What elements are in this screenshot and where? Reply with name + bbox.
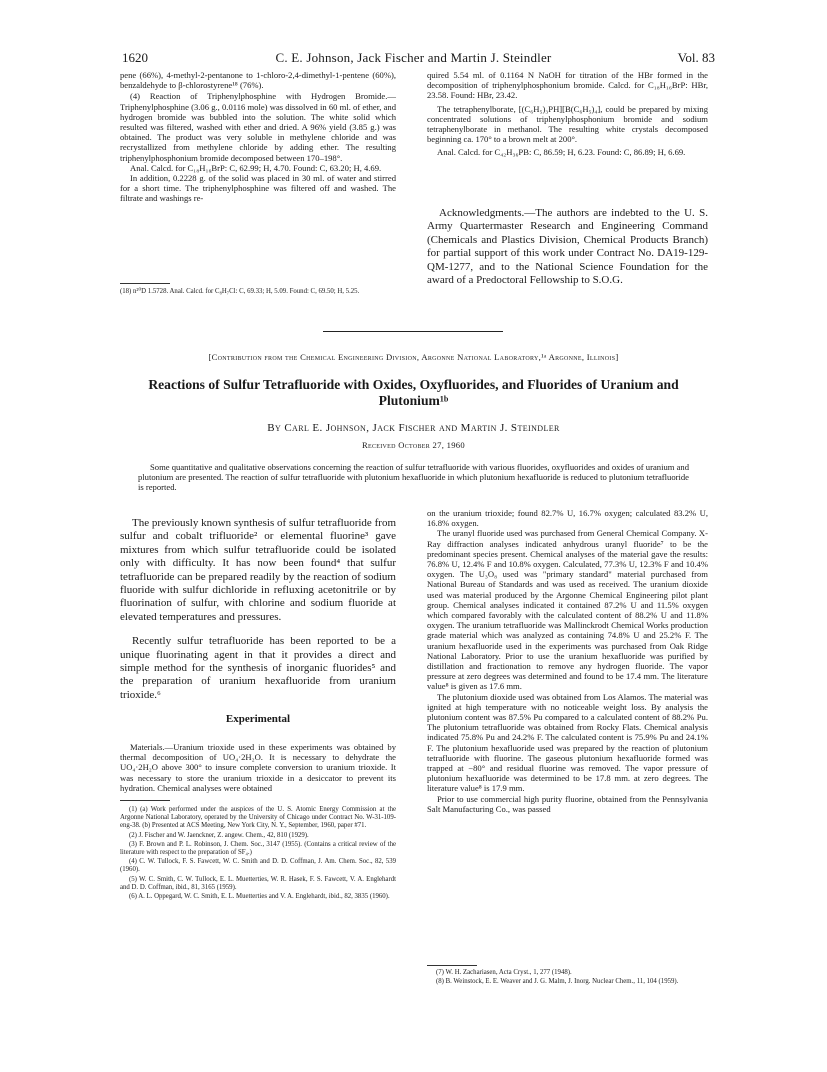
running-title: C. E. Johnson, Jack Fischer and Martin J. Steindler [275, 50, 552, 65]
footnote: (8) B. Weinstock, E. E. Weaver and J. G. Malm, J. Inorg. Nuclear Chem., 11, 104 (1959). [436, 978, 679, 986]
body-paragraph: The uranyl fluoride used was purchased from General Chemical Company. X-Ray diffraction analyses indicated anhydrous uranyl fluoride⁷ to be the predominant species present. Chemical analyses of the material gave the results: 76.8% U, 12.4% F and 10.8% oxygen. Calculated, 77.3% U, 12.3% F and 10.4% oxygen. The U₃O₈ used was "primary standard" material purchased from National Bureau of Standards and was used as received. The uranium dioxide used was material produced by the Argonne Chemical Engineering pilot plant group. Chemical analyses indicated it contained 87.2% U and 11.5% oxygen which compared favorably with the calculated content of 88.2% U and 11.8% oxygen. The uranium tetrafluoride was Mallinckrodt Chemical Works production grade material which was analyzed as containing 74.8% U and 25.2% F. The uranium hexafluoride used in the experiments was purchased from Oak Ridge National Laboratory. Prior to use the uranium hexafluoride was purified by distillation and fractionation to remove any hydrogen fluoride. The vapor pressure at zero degrees was determined and found to be 17.4 mm. The literature value⁸ is given as 17.6 mm. [427, 528, 708, 692]
byline: By Carl E. Johnson, Jack Fischer and Martin J. Steindler [267, 422, 560, 434]
footnote-rule [120, 283, 170, 284]
footnote: (6) A. L. Oppegard, W. C. Smith, E. L. Muetterties and V. A. Englehardt, ibid., 82, 3835 (1960). [129, 893, 390, 901]
received-date: Received October 27, 1960 [361, 440, 466, 450]
article-footnotes-right [427, 969, 708, 987]
footnote: (7) W. H. Zachariasen, Acta Cryst., 1, 277 (1948). [436, 969, 572, 976]
abstract: Some quantitative and qualitative observations concerning the reaction of sulfur tetrafluoride with various fluorides, oxyfluorides and oxides of uranium and plutonium are presented. The reaction of sulfur tetrafluoride with plutonium hexafluoride in which plutonium hexafluoride is reduced to plutonium tetrafluoride is reported. [138, 462, 689, 493]
footnote: (3) F. Brown and P. L. Robinson, J. Chem. Soc., 3147 (1955). (Contains a critical review of the literature with respect to the preparation of SF₄.) [120, 840, 396, 857]
article-separator [323, 331, 503, 332]
prev-paragraph: pene (66%), 4-methyl-2-pentanone to 1-chloro-2,4-dimethyl-1-pentene (60%), benzaldehyde to β-chlorostyrene¹⁸ (76%). [120, 70, 396, 91]
materials-column [120, 742, 396, 793]
prev-footnote: (18) n²⁰D 1.5728. Anal. Calcd. for C₈H₇Cl: C, 69.33; H, 5.09. Found: C, 69.50; H, 5.25. [120, 288, 360, 295]
volume-label: Vol. 83 [677, 50, 715, 65]
intro-paragraph: The previously known synthesis of sulfur tetrafluoride from sulfur and cobalt trifluoride² or elemental fluorine³ gave mixtures from which sulfur tetrafluoride could be isolated only with difficulty. It has now been found⁴ that sulfur tetrafluoride can be prepared readily by the reaction of sodium fluoride with sulfur dichloride in refluxing acetonitrile or by fluorination of sulfur, with chlorine and sodium fluoride at elevated temperatures and pressures. [120, 517, 396, 623]
body-paragraph: The plutonium dioxide used was obtained from Los Alamos. The material was ignited at high temperature with no noticeable weight loss. By analysis the plutonium content was 87.5% Pu compared to a calculated content of 88.2% Pu. The plutonium tetrafluoride was obtained from Rocky Flats. Chemical analysis indicated 75.8% Pu and 24.2% F. The calculated content is 75.9% Pu and 24.1% F. The plutonium hexafluoride used was prepared by the reaction of plutonium tetrafluoride with fluorine. The gaseous plutonium hexafluoride formed was trapped at −80° and residual fluorine was removed. The vapor pressure of plutonium hexafluoride was determined to be 17.8 mm. at zero degrees. The literature value⁸ is 17.9 mm. [427, 691, 708, 794]
prev-article-left-column [120, 70, 396, 204]
prev-article-right-column [427, 70, 708, 158]
prev-paragraph: The tetraphenylborate, [(C₆H₅)₃PH][B(C₆H₅)₄], could be prepared by mixing concentrated solutions of triphenylphosphonium bromide and sodium tetraphenylborate in methanol. The resulting white crystals decomposed beginning ca. 170° to a brown melt at 200°. [427, 103, 708, 145]
intro-column [120, 506, 396, 729]
intro-paragraph: Recently sulfur tetrafluoride has been reported to be a unique fluorinating agent in that it provides a direct and simple method for the synthesis of inorganic fluorides⁵ and the preparation of uranium hexafluoride from uranium trioxide.⁶ [120, 635, 396, 701]
article-footnotes-left [120, 806, 396, 902]
prev-paragraph-section: (4) Reaction of Triphenylphosphine with Hydrogen Bromide.—Triphenylphosphine (3.06 g., 0.0116 mole) was dissolved in 60 ml. of ether, and hydrogen bromide was bubbled into the solution. The white solid which resulted was filtered, washed with ether and dried. A 96% yield (3.85 g.) was obtained. The product was very soluble in methylene chloride and was recrystallized from methylene chloride by adding ether. The resulting triphenylphosphonium bromide decomposed between 170–198°. [120, 91, 396, 163]
contribution-line: [Contribution from the Chemical Engineering Division, Argonne National Laboratory,¹ᵃ Argonne, Illinois] [208, 352, 619, 362]
footnote: (4) C. W. Tullock, F. S. Fawcett, W. C. Smith and D. D. Coffman, J. Am. Chem. Soc., 82, 539 (1960). [120, 858, 396, 874]
footnote: (1) (a) Work performed under the auspices of the U. S. Atomic Energy Commission at the Argonne National Laboratory, operated by the University of Chicago under Contract No. W-31-109-eng-38. (b) Presented at ACS Meeting, New York City, N. Y., September, 1960, paper #71. [120, 806, 396, 830]
footnote-rule [427, 965, 477, 966]
page-number: 1620 [122, 50, 148, 65]
section-heading: Experimental [225, 713, 291, 726]
footnote: (5) W. C. Smith, C. W. Tullock, E. L. Muetterties, W. R. Hasek, F. S. Fawcett, V. A. Englehardt and D. D. Coffman, ibid., 81, 3165 (1959). [120, 875, 396, 891]
prev-paragraph: In addition, 0.2228 g. of the solid was placed in 30 ml. of water and stirred for a short time. The triphenylphosphine was filtered off and washed. The filtrate and washings re- [120, 173, 396, 204]
acknowledgments [427, 207, 708, 287]
prev-analysis: Anal. Calcd. for C₄₂H₃₆PB: C, 86.59; H, 6.23. Found: C, 86.89; H, 6.69. [437, 147, 686, 158]
materials-paragraph: Materials.—Uranium trioxide used in these experiments was obtained by thermal decomposition of UO₄·2H₂O. It is necessary to dehydrate the UO₄·2H₂O above 300° to insure complete conversion to uranium trioxide. It was necessary to store the uranium trioxide in a desiccator to prevent its hydration. Chemical analyses were obtained [120, 742, 396, 793]
prev-analysis: Anal. Calcd. for C₁₈H₁₆BrP: C, 62.99; H, 4.70. Found: C, 63.20; H, 4.69. [130, 162, 382, 173]
article-title: Reactions of Sulfur Tetrafluoride with Oxides, Oxyfluorides, and Fluorides of Uranium and Plutonium¹ᵇ [148, 377, 679, 408]
body-paragraph: on the uranium trioxide; found 82.7% U, 16.7% oxygen; calculated 83.2% U, 16.8% oxygen. [427, 508, 708, 529]
materials-right-column [427, 508, 708, 814]
footnote-rule [120, 800, 170, 801]
acknowledgments-text: Acknowledgments.—The authors are indebted to the U. S. Army Quartermaster Research and Engineering Command (Chemicals and Plastics Division, Chemical Products Branch) for partial support of this work under Contract No. DA19-129-QM-1277, and to the National Science Foundation for the award of a Predoctoral Fellowship to S.O.G. [427, 207, 708, 287]
body-paragraph: Prior to use commercial high purity fluorine, obtained from the Pennsylvania Salt Manufacturing Co., was passed [427, 793, 708, 814]
footnote: (2) J. Fischer and W. Jaenckner, Z. angew. Chem., 42, 810 (1929). [129, 831, 309, 839]
prev-paragraph: quired 5.54 ml. of 0.1164 N NaOH for titration of the HBr formed in the decomposition of triphenylphosphonium bromide. Calcd. for C₁₈H₁₆BrP: HBr, 23.58. Found: HBr, 23.42. [427, 70, 708, 101]
